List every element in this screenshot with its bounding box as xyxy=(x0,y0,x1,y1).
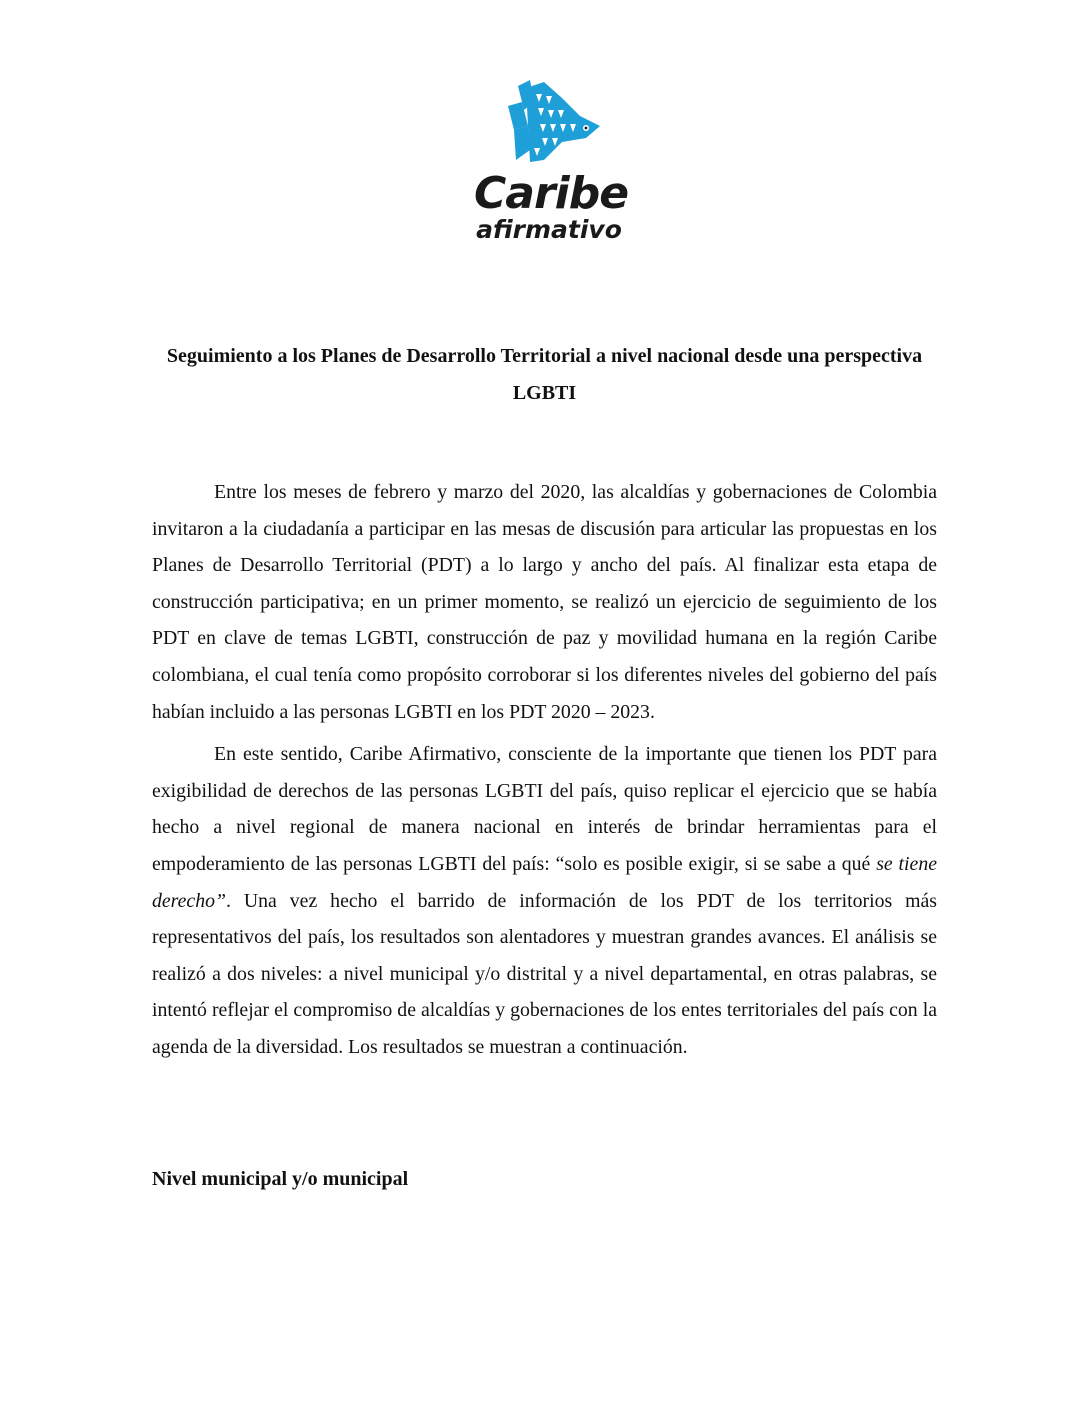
section-heading: Nivel municipal y/o municipal xyxy=(152,1168,409,1190)
logo-wordmark: Caribe xyxy=(474,168,629,219)
paragraph-2-text-b: . Una vez hecho el barrido de información de los PDT de los territorios más representativos del país, los resultados son alentadores y muestran grandes avances. El análisis se realizó a dos niveles: a nivel municipal y/o distrital y a nivel departamental, en otras palabras, se intentó reflejar el compromiso de alcaldías y gobernaciones de los entes territoriales del país con la agenda de la diversidad. Los resultados se muestran a continuación. xyxy=(152,889,937,1058)
document-title: Seguimiento a los Planes de Desarrollo Territorial a nivel nacional desde una perspectiva LGBTI xyxy=(166,345,923,404)
caribe-afirmativo-logo xyxy=(474,80,629,260)
paragraph-2-quote-italic: se tiene derecho” xyxy=(152,852,938,912)
paragraph-2-text-a: En este sentido, Caribe Afirmativo, consciente de la importante que tienen los PDT para exigibilidad de derechos de las personas LGBTI del país, quiso replicar el ejercicio que se había hecho a nivel regional de manera nacional en interés de brindar herramientas para el empoderamiento de las personas LGBTI del país: “solo es posible exigir, si se sabe a qué xyxy=(152,743,937,875)
paragraph-1: Entre los meses de febrero y marzo del 2020, las alcaldías y gobernaciones de Colombia invitaron a la ciudadanía a participar en las mesas de discusión para articular las propuestas en los Planes de Desarrollo Territorial (PDT) a lo largo y ancho del país. Al finalizar esta etapa de construcción participativa; en un primer momento, se realizó un ejercicio de seguimiento de los PDT en clave de temas LGBTI, construcción de paz y movilidad humana en la región Caribe colombiana, el cual tenía como propósito corroborar si los diferentes niveles del gobierno del país habían incluido a las personas LGBTI en los PDT 2020 – 2023. xyxy=(152,481,937,723)
logo-tagline: afirmativo xyxy=(476,215,622,244)
document-body xyxy=(152,474,937,1072)
paragraph-2 xyxy=(152,736,937,1065)
fish-emblem-icon xyxy=(500,80,600,170)
